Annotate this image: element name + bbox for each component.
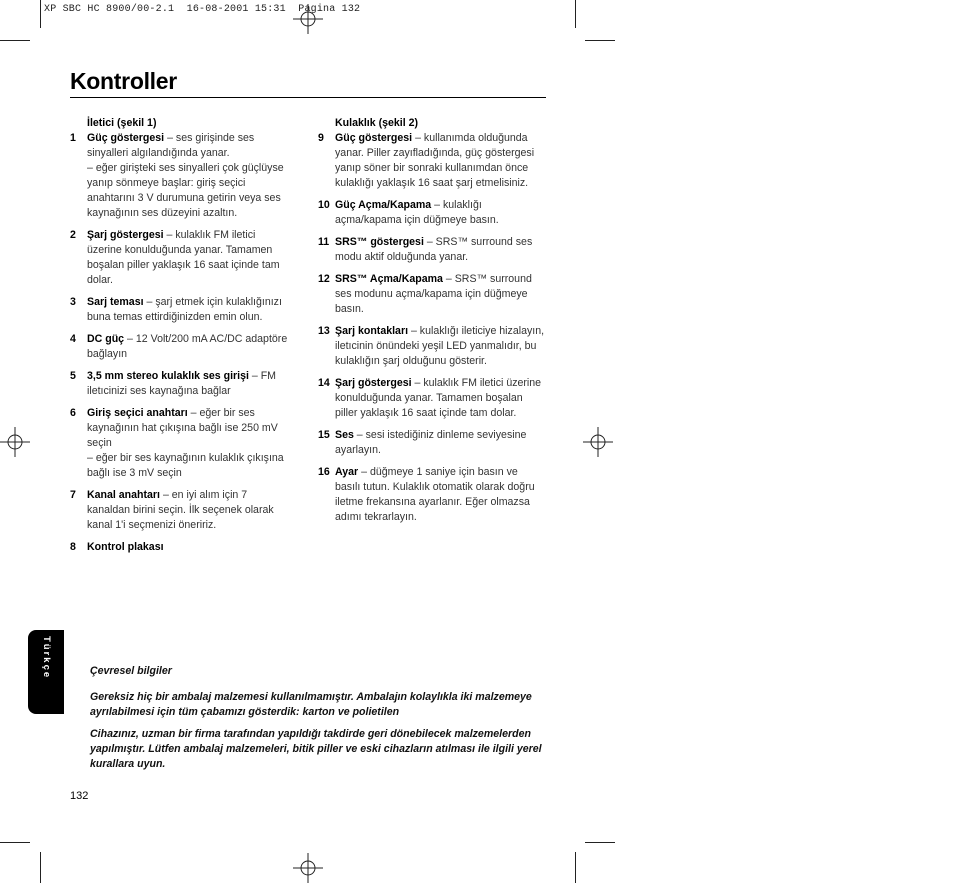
item-number: 7 [70, 489, 76, 501]
item-term: 3,5 mm stereo kulaklık ses girişi [87, 370, 249, 382]
item-text: – eğer bir ses kaynağının hat çıkışına bağlı ise 250 mV seçin [87, 407, 278, 449]
list-item [70, 369, 292, 399]
item-number: 5 [70, 370, 76, 382]
list-item [318, 131, 546, 191]
item-number: 8 [70, 541, 76, 553]
list-item [70, 131, 292, 221]
list-item [70, 488, 292, 533]
item-term: SRS™ Açma/Kapama [335, 273, 443, 285]
list-item [318, 235, 546, 265]
title-rule [70, 97, 546, 98]
environment-title: Çevresel bilgiler [90, 665, 172, 677]
list-item [318, 272, 546, 317]
crop-mark [575, 0, 576, 28]
item-extra: – eğer girişteki ses sinyalleri çok güçlüyse yanıp sönmeye başlar: giriş seçici anahtarını 3 V durumuna getirin veya ses kaynağının ses düzeyini azaltın. [87, 162, 284, 219]
list-item [318, 324, 546, 369]
language-label: Türkçe [41, 636, 52, 680]
item-text: – şarj etmek için kulaklığınızı buna temas ettirdiğinizden emin olun. [87, 296, 282, 323]
column-heading: İletici (şekil 1) [87, 117, 157, 129]
crop-mark [585, 842, 615, 843]
crop-mark [40, 0, 41, 28]
item-term: Güç Açma/Kapama [335, 199, 432, 211]
left-column [70, 116, 292, 562]
item-term: Şarj göstergesi [335, 377, 412, 389]
item-number: 16 [318, 466, 330, 478]
item-number: 3 [70, 296, 76, 308]
item-text: – en iyi alım için 7 kanaldan birini seçin. İlk seçenek olarak kanal 1'i seçmenizi öneririz. [87, 489, 274, 531]
item-text: – düğmeye 1 saniye için basın ve basılı tutun. Kulaklık otomatik olarak doğru iletme frekansına ayarlanır. Eğer olmazsa adımı tekrarlayın. [335, 466, 535, 523]
item-text: – kulaklığı açma/kapama için düğmeye basın. [335, 199, 499, 226]
item-text: – SRS™ surround ses modu aktif olduğunda yanar. [335, 236, 533, 263]
crop-mark [575, 852, 576, 883]
item-number: 15 [318, 429, 330, 441]
item-number: 2 [70, 229, 76, 241]
list-item [70, 406, 292, 481]
item-term: Sarj teması [87, 296, 144, 308]
crop-mark [40, 852, 41, 883]
item-text: – FM iletıcinizi ses kaynağına bağlar [87, 370, 277, 397]
column-heading: Kulaklık (şekil 2) [335, 117, 419, 129]
item-term: Şarj kontakları [335, 325, 409, 337]
list-item [70, 540, 292, 555]
environment-paragraph: Cihazınız, uzman bir firma tarafından yapıldığı takdirde geri dönebilecek malzemelerden yapılmıştır. Lütfen ambalaj malzemeleri, bitik piller ve eski cihazların atılması ile ilgili yerel kurallara uyun. [90, 728, 542, 770]
item-text: – kulaklığı ileticiye hizalayın, iletıcinin önündeki yeşil LED yanmalıdır, bu kulaklığın şarj olduğunu gösterir. [335, 325, 545, 367]
item-number: 4 [70, 333, 76, 345]
item-text: – SRS™ surround ses modunu açma/kapama için düğmeye basın. [335, 273, 532, 315]
crop-mark [585, 40, 615, 41]
list-item [318, 428, 546, 458]
registration-mark-icon [583, 427, 613, 457]
item-text: – kulaklık FM iletici üzerine konulduğunda yanar. Tamamen boşalan piller yaklaşık 16 saat içinde tam dolar. [335, 377, 542, 419]
item-number: 6 [70, 407, 76, 419]
crop-mark [0, 40, 30, 41]
print-header: XP SBC HC 8900/00-2.1 16-08-2001 15:31 Pagina 132 [44, 4, 361, 15]
item-term: Güç göstergesi [87, 132, 165, 144]
item-number: 13 [318, 325, 330, 337]
registration-mark-icon [293, 853, 323, 883]
item-term: SRS™ göstergesi [335, 236, 424, 248]
list-item [318, 465, 546, 525]
item-term: Şarj göstergesi [87, 229, 164, 241]
item-number: 11 [318, 236, 330, 248]
right-column [318, 116, 546, 532]
item-term: Ayar [335, 466, 359, 478]
item-text: – ses girişinde ses sinyalleri algılandığında yanar. [87, 132, 255, 159]
list-item [70, 228, 292, 288]
environment-section [90, 664, 550, 779]
item-text: – 12 Volt/200 mA AC/DC adaptöre bağlayın [87, 333, 288, 360]
item-term: Kanal anahtarı [87, 489, 161, 501]
item-text: – kulaklık FM iletici üzerine konulduğunda yanar. Tamamen boşalan piller yaklaşık 16 saat içinde tam dolar. [87, 229, 280, 286]
item-term: Kontrol plakası [87, 541, 164, 553]
page-number: 132 [70, 790, 89, 802]
item-number: 9 [318, 132, 324, 144]
item-extra: – eğer bir ses kaynağının kulaklık çıkışına bağlı ise 3 mV seçin [87, 452, 284, 479]
crop-mark [0, 842, 30, 843]
language-tab [28, 630, 64, 714]
registration-mark-icon [293, 4, 323, 34]
item-text: – sesi istediğiniz dinleme seviyesine ayarlayın. [335, 429, 527, 456]
list-item [70, 295, 292, 325]
environment-paragraph: Gereksiz hiç bir ambalaj malzemesi kullanılmamıştır. Ambalajın kolaylıkla iki malzemeye ayrılabilmesi için tüm çabamızı gösterdik: karton ve polietilen [90, 691, 532, 718]
item-term: Ses [335, 429, 354, 441]
item-text: – kullanımda olduğunda yanar. Piller zayıfladığında, güç göstergesi yanıp söner bir sonraki kullanımdan önce kulaklığı yaklaşık 16 saat şarj etmelisiniz. [335, 132, 535, 189]
item-term: Güç göstergesi [335, 132, 413, 144]
item-term: Giriş seçici anahtarı [87, 407, 188, 419]
item-number: 10 [318, 199, 330, 211]
item-term: DC güç [87, 333, 125, 345]
list-item [318, 198, 546, 228]
item-number: 14 [318, 377, 330, 389]
list-item [70, 332, 292, 362]
item-number: 12 [318, 273, 330, 285]
item-number: 1 [70, 132, 76, 144]
page-title: Kontroller [70, 68, 177, 94]
list-item [318, 376, 546, 421]
registration-mark-icon [0, 427, 30, 457]
